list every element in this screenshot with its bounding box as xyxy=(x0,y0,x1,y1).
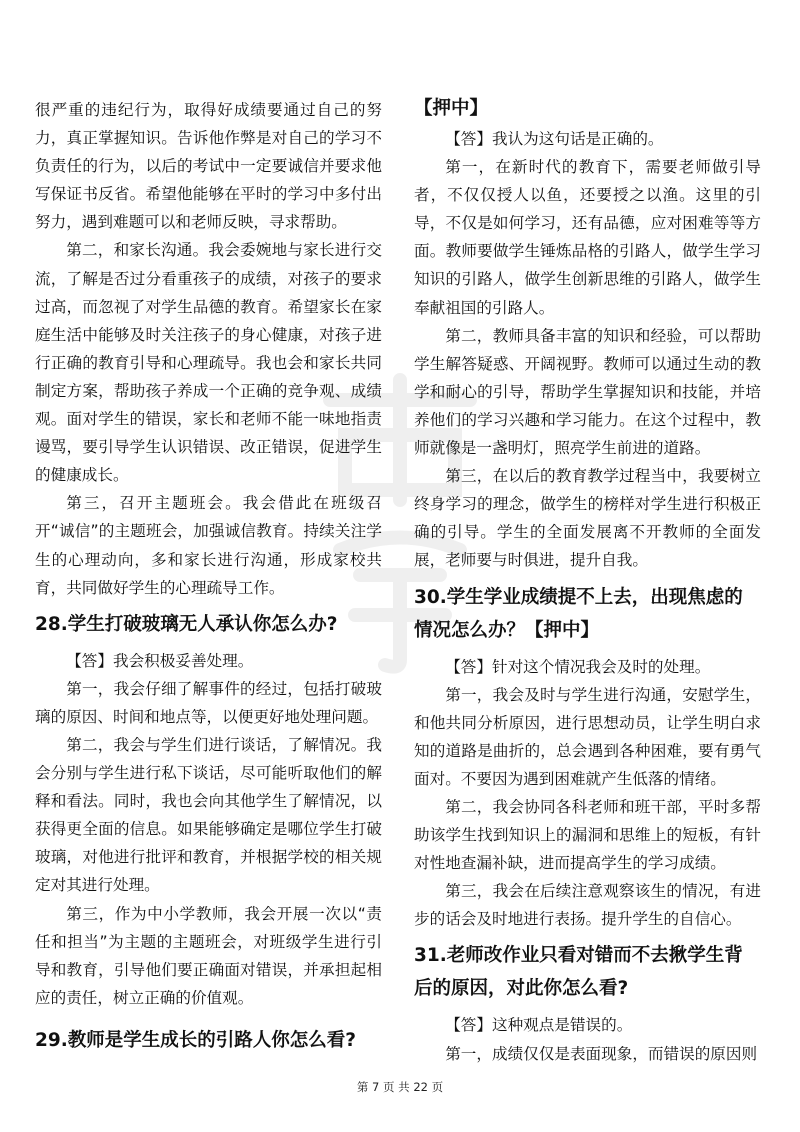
intro-paragraph: 很严重的违纪行为，取得好成绩要通过自己的努力，真正掌握知识。告诉他作弊是对自己的学习不负责任的行为，以后的考试中一定要诚信并要求他写保证书反省。希望他能够在平时的学习中多付出努力，遇到难题可以和老师反映，寻求帮助。 xyxy=(35,101,382,232)
question-28-point-1: 第一，我会仔细了解事件的经过，包括打破玻璃的原因、时间和地点等，以便更好地处理问题。 xyxy=(35,679,382,726)
paragraph-parent-communication: 第二，和家长沟通。我会委婉地与家长进行交流，了解是否过分看重孩子的成绩，对孩子的要求过高，而忽视了对学生品德的教育。希望家长在家庭生活中能够及时关注孩子的身心健康，对孩子进行正确的教育引导和心理疏导。我也会和家长共同制定方案，帮助孩子养成一个正确的竞争观、成绩观。面对学生的错误，家长和老师不能一味地指责谩骂，要引导学生认识错误、改正错误，促进学生的健康成长。 xyxy=(35,241,382,485)
question-28-point-2: 第二，我会与学生们进行谈话，了解情况。我会分别与学生进行私下谈话，尽可能听取他们的解释和看法。同时，我也会向其他学生了解情况，以获得更全面的信息。如果能够确定是哪位学生打破玻璃，对他进行批评和教育，并根据学校的相关规定对其进行处理。 xyxy=(35,735,382,895)
question-30-answer: 【答】针对这个情况我会及时的处理。 xyxy=(445,657,711,676)
question-30-point-1: 第一，我会及时与学生进行沟通，安慰学生，和他共同分析原因，进行思想动员，让学生明白求知的道路是曲折的，总会遇到各种困难，要有勇气面对。不要因为遇到困难就产生低落的情绪。 xyxy=(414,685,761,788)
question-30-point-3: 第三，我会在后续注意观察该生的情况，有进步的话会及时地进行表扬。提升学生的自信心。 xyxy=(414,882,761,929)
paragraph-class-meeting: 第三，召开主题班会。我会借此在班级召开“诚信”的主题班会，加强诚信教育。持续关注学生的心理动向，多和家长进行沟通，形成家校共育，共同做好学生的心理疏导工作。 xyxy=(35,494,382,597)
question-30-point-2: 第二，我会协同各科老师和班干部，平时多帮助该学生找到知识上的漏洞和思维上的短板，有针对性地查漏补缺，进而提高学生的学习成绩。 xyxy=(414,797,761,873)
question-31-point-1: 第一，成绩仅仅是表面现象，而错误的原因则 xyxy=(445,1044,758,1063)
question-31-answer: 【答】这种观点是错误的。 xyxy=(445,1016,633,1035)
question-29-title: 29.教师是学生成长的引路人你怎么看? xyxy=(35,1029,357,1051)
question-28-answer: 【答】我会积极妥善处理。 xyxy=(66,651,254,670)
question-30-title: 30.学生学业成绩提不上去，出现焦虑的情况怎么办？【押中】 xyxy=(414,586,743,641)
question-29-point-1: 第一，在新时代的教育下，需要老师做引导者，不仅仅授人以鱼，还要授之以渔。这里的引导，不仅是如何学习，还有品德，应对困难等等方面。教师要做学生锤炼品格的引路人，做学生学习知识的引路人，做学生创新思维的引路人，做学生奉献祖国的引路人。 xyxy=(414,158,761,317)
question-29-tag: 【押中】 xyxy=(414,98,489,119)
question-31-title: 31.老师改作业只看对错而不去揪学生背后的原因，对此你怎么看? xyxy=(414,945,743,1000)
question-29-point-3: 第三，在以后的教育教学过程当中，我要树立终身学习的理念，做学生的榜样对学生进行积极正确的引导。学生的全面发展离不开教师的全面发展，老师要与时俱进，提升自我。 xyxy=(414,467,761,570)
page-number-footer: 第 7 页 共 22 页 xyxy=(356,1080,444,1094)
question-29-answer: 【答】我认为这句话是正确的。 xyxy=(445,130,664,148)
question-29-point-2: 第二，教师具备丰富的知识和经验，可以帮助学生解答疑惑、开阔视野。教师可以通过生动的教学和耐心的引导，帮助学生掌握知识和技能，并培养他们的学习兴趣和学习能力。在这个过程中，教师就像是一盏明灯，照亮学生前进的道路。 xyxy=(414,326,761,458)
left-column xyxy=(35,96,382,1057)
question-28-point-3: 第三，作为中小学教师，我会开展一次以“责任和担当”为主题的主题班会，对班级学生进行引导和教育，引导他们要正确面对错误，并承担起相应的责任，树立正确的价值观。 xyxy=(35,904,382,1007)
right-column xyxy=(414,92,761,1068)
question-28-title: 28.学生打破玻璃无人承认你怎么办? xyxy=(35,613,338,635)
